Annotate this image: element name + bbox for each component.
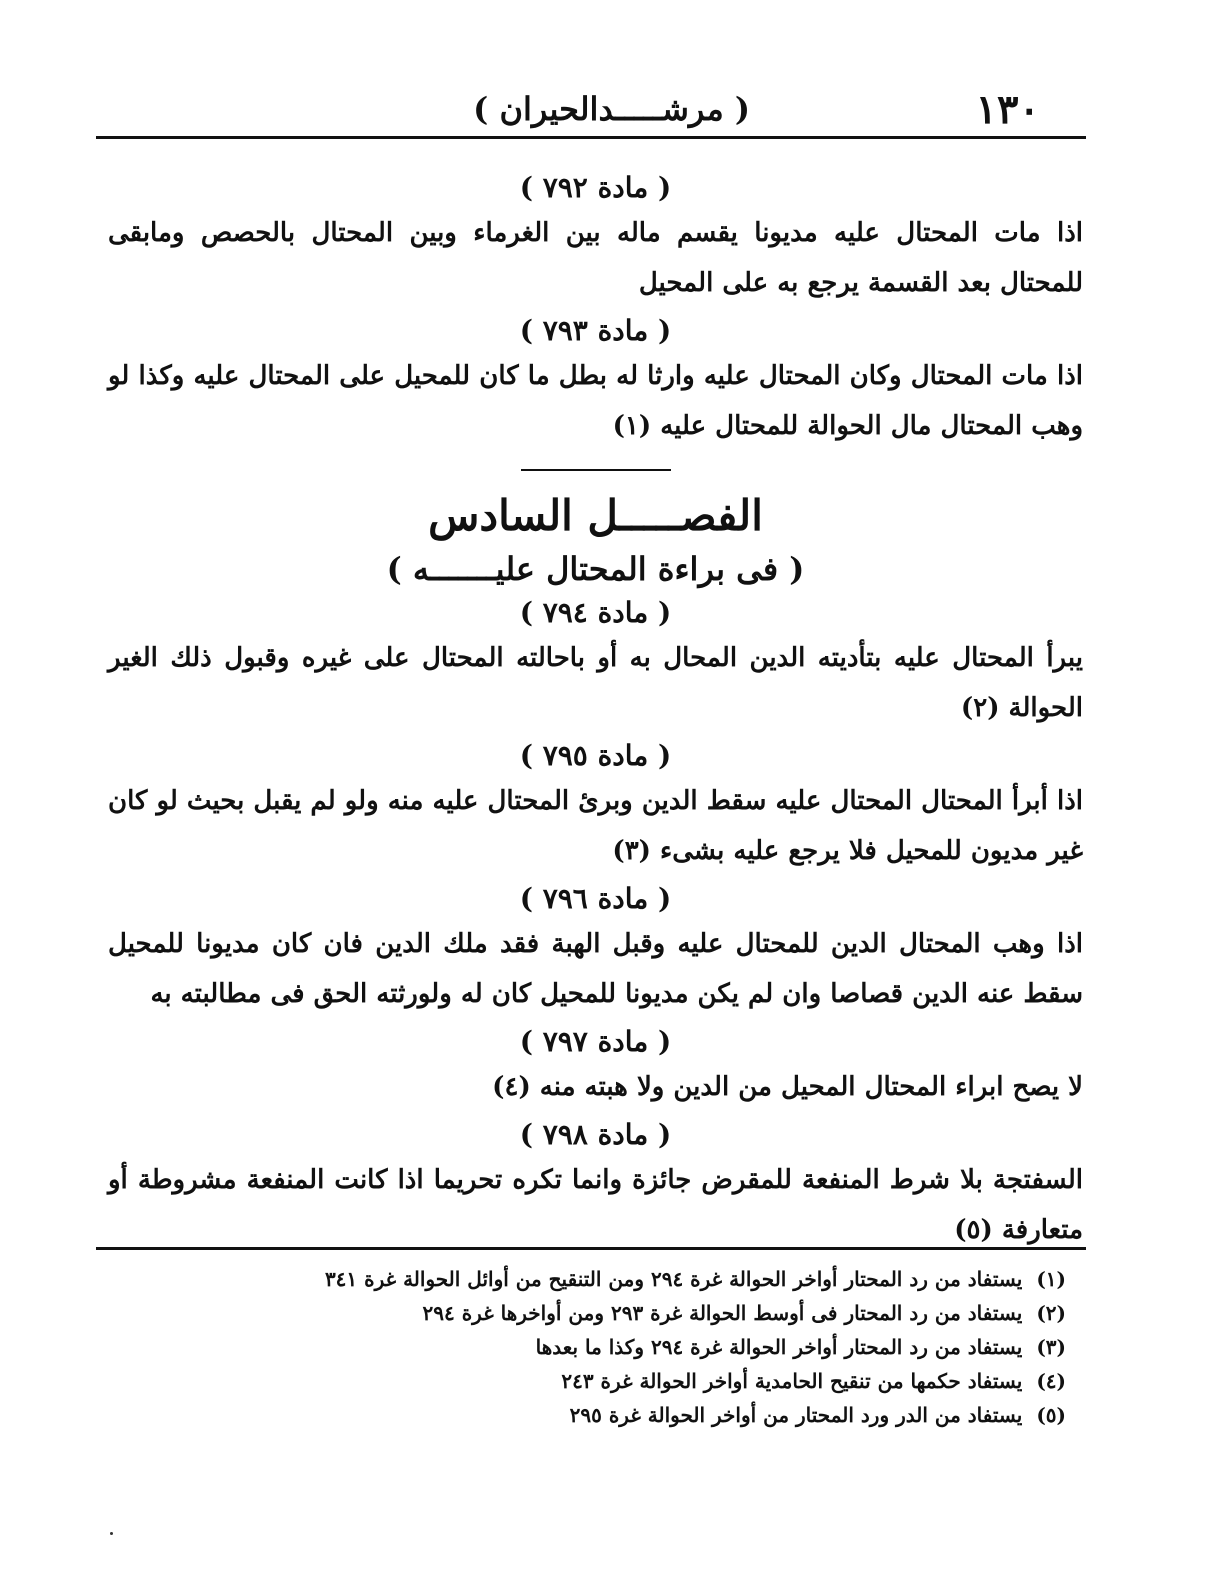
page-content — [108, 165, 1083, 1255]
article-body: اذا مات المحتال عليه مديونا يقسم ماله بين الغرماء وبين المحتال بالحصص ومابقى للمحتال بعد القسمة يرجع به على المحيل — [108, 218, 1083, 298]
chapter-title: الفصـــــل السادس — [428, 491, 763, 540]
footnote-marker: (١) — [1036, 1267, 1066, 1291]
article-heading: ( مادة ٧٩٤ ) — [519, 596, 672, 629]
article-798 — [108, 1118, 1083, 1255]
article-heading: ( مادة ٧٩٥ ) — [519, 739, 672, 772]
article-793 — [108, 314, 1083, 451]
footnote-text: يستفاد حكمها من تنقيح الحامدية أواخر الحوالة غرة ٢٤٣ — [561, 1369, 1023, 1393]
footnotes — [166, 1262, 1066, 1432]
page-header — [100, 78, 1080, 138]
article-792 — [108, 171, 1083, 308]
article-heading: ( مادة ٧٩٦ ) — [519, 882, 672, 915]
article-794 — [108, 596, 1083, 733]
scan-speck — [110, 1532, 113, 1535]
footnote-text: يستفاد من رد المحتار أواخر الحوالة غرة ٢٩٤ ومن التنقيح من أوائل الحوالة غرة ٣٤١ — [324, 1267, 1023, 1291]
footnote-item — [166, 1364, 1066, 1398]
article-797 — [108, 1025, 1083, 1112]
footnote-marker: (٥) — [1036, 1403, 1066, 1427]
section-divider — [521, 469, 671, 471]
footnote-text: يستفاد من الدر ورد المحتار من أواخر الحوالة غرة ٢٩٥ — [569, 1403, 1023, 1427]
header-rule — [96, 136, 1086, 139]
article-body: اذا أبرأ المحتال المحتال عليه سقط الدين وبرئ المحتال عليه منه ولو لم يقبل بحيث لو كان غير مديون للمحيل فلا يرجع عليه بشىء (٣) — [108, 786, 1083, 866]
article-heading: ( مادة ٧٩٣ ) — [519, 314, 672, 347]
article-795 — [108, 739, 1083, 876]
page-number: ١٣٠ — [975, 86, 1040, 133]
article-body: يبرأ المحتال عليه بتأديته الدين المحال به أو باحالته المحتال على غيره وقبول ذلك الغير الحوالة (٢) — [108, 643, 1083, 723]
footnote-text: يستفاد من رد المحتار أواخر الحوالة غرة ٢٩٤ وكذا ما بعدها — [535, 1335, 1023, 1359]
article-796 — [108, 882, 1083, 1019]
footnote-marker: (٤) — [1036, 1369, 1066, 1393]
article-body: السفتجة بلا شرط المنفعة للمقرض جائزة وانما تكره تحريما اذا كانت المنفعة مشروطة أو متعارفة (٥) — [108, 1165, 1083, 1245]
article-body: اذا مات المحتال وكان المحتال عليه وارثا له بطل ما كان للمحيل على المحتال عليه وكذا لو وهب المحتال مال الحوالة للمحتال عليه (١) — [108, 361, 1083, 441]
article-body: اذا وهب المحتال الدين للمحتال عليه وقبل الهبة فقد ملك الدين فان كان مديونا للمحيل سقط عنه الدين قصاصا وان لم يكن مديونا للمحيل كان له ولورثته الحق فى مطالبته به — [108, 929, 1083, 1009]
footnote-item — [166, 1262, 1066, 1296]
article-heading: ( مادة ٧٩٧ ) — [519, 1025, 672, 1058]
footnote-rule — [96, 1247, 1086, 1250]
footnote-marker: (٢) — [1036, 1301, 1066, 1325]
footnote-marker: (٣) — [1036, 1335, 1066, 1359]
article-body: لا يصح ابراء المحتال المحيل من الدين ولا هبته منه (٤) — [492, 1072, 1083, 1102]
running-title: ( مرشـــــدالحيران ) — [473, 90, 750, 128]
footnote-text: يستفاد من رد المحتار فى أوسط الحوالة غرة ٢٩٣ ومن أواخرها غرة ٢٩٤ — [422, 1301, 1023, 1325]
article-heading: ( مادة ٧٩٨ ) — [519, 1118, 672, 1151]
footnote-item — [166, 1296, 1066, 1330]
article-heading: ( مادة ٧٩٢ ) — [519, 171, 672, 204]
footnote-item — [166, 1398, 1066, 1432]
footnote-item — [166, 1330, 1066, 1364]
chapter-subtitle: ( فى براءة المحتال عليـــــــه ) — [386, 550, 805, 588]
